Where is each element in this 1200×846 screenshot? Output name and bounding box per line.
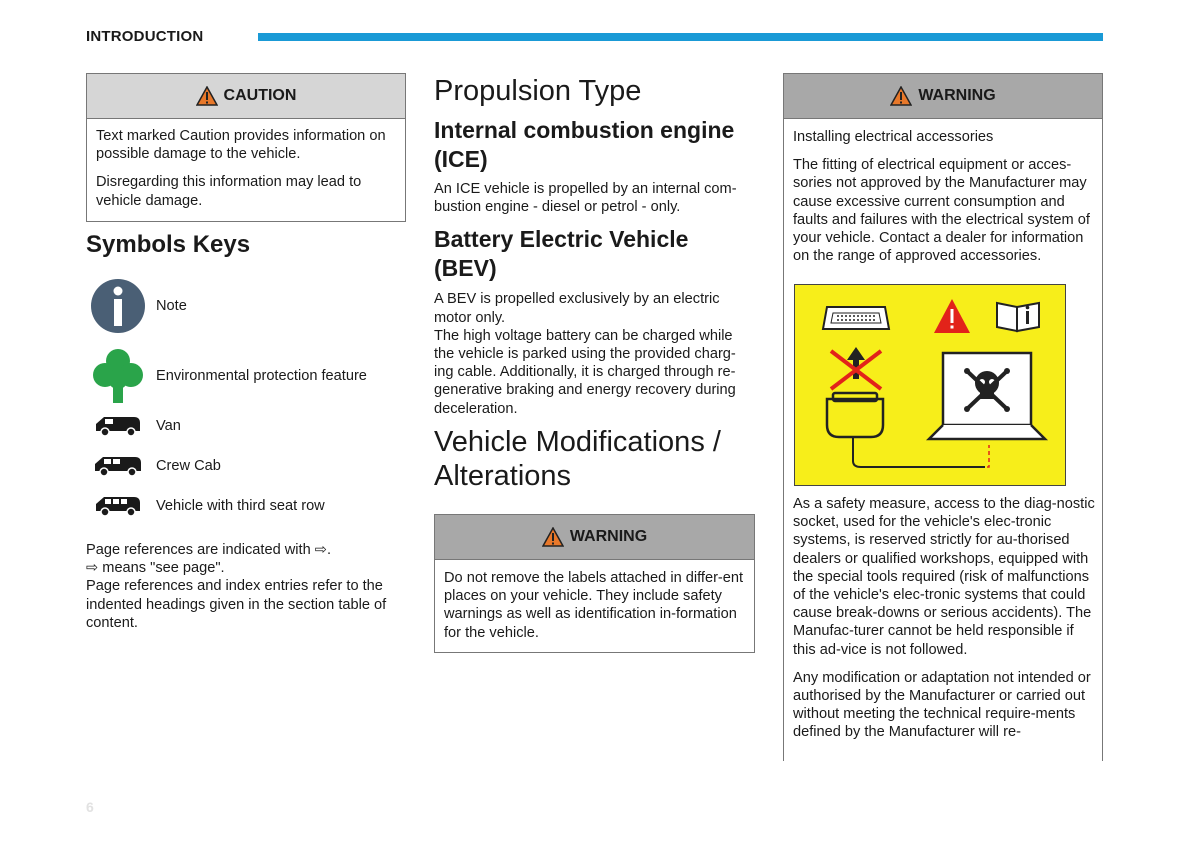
warning-heading: WARNING: [918, 87, 996, 104]
symbol-label: Van: [156, 418, 181, 434]
symbol-row-crew-cab: [86, 454, 221, 478]
environment-icon: [93, 347, 143, 405]
manual-book-icon: [997, 303, 1039, 331]
warning-header: [784, 73, 1102, 119]
modification-warning-box: [434, 514, 755, 653]
warning-header: [435, 515, 754, 560]
modifications-title: Vehicle Modifications / Alterations: [434, 425, 721, 492]
third-seat-row-icon: [94, 494, 142, 518]
symbol-row-note: [86, 278, 187, 334]
symbol-label: Crew Cab: [156, 458, 221, 474]
warning-triangle-icon: [196, 86, 218, 106]
caution-heading: CAUTION: [223, 87, 297, 104]
obd-connector-icon: [823, 307, 889, 329]
warning-text: Do not remove the labels attached in differ-ent places on your vehicle. They include safety warnings as well as identification in-formation for the vehicle.: [444, 570, 744, 641]
header-title: INTRODUCTION: [86, 28, 204, 45]
reference-line: Page references and index entries refer to the indented headings given in the section table of content.: [86, 578, 387, 631]
warning-heading: WARNING: [569, 528, 648, 545]
symbol-row-environment: [86, 347, 367, 405]
laptop-skull-icon: [929, 353, 1045, 467]
symbol-row-third-seat: [86, 494, 325, 518]
warning-text: The fitting of electrical equipment or acces-sories not approved by the Manufacturer may cause excessive current consumption and faults and failures with the electrical system of your vehicle. Contact a dealer for information on the range of approved accessories.: [793, 157, 1090, 265]
left-column: [86, 73, 406, 631]
diagnostic-paragraph: Any modification or adaptation not intended or authorised by the Manufacturer or carried out without meeting the technical require-ments defined by the Manufacturer will re-: [793, 669, 1091, 741]
symbol-row-van: [86, 414, 181, 438]
bev-text: A BEV is propelled exclusively by an electric motor only.: [434, 291, 720, 326]
caution-paragraph: Text marked Caution provides information on possible damage to the vehicle.: [96, 128, 386, 163]
info-icon: [90, 278, 146, 334]
symbol-label: Environmental protection feature: [156, 368, 367, 384]
danger-triangle-icon: [934, 299, 970, 333]
symbol-label: Vehicle with third seat row: [156, 498, 325, 514]
diagnostic-paragraph: As a safety measure, access to the diag-nostic socket, used for the vehicle's elec-tronic systems, is reserved strictly for au-thorised dealers or qualified workshops, equipped with the special tools required (risk of malfunctions of the vehicle's elec-tronic systems that could cause break-downs or serious accidents). The Manufac-turer cannot be held responsible if this ad-vice is not followed.: [793, 496, 1095, 658]
warning-triangle-icon: [542, 527, 564, 547]
crew-cab-icon: [93, 454, 143, 478]
header-accent-bar: [258, 33, 1103, 41]
middle-column: [434, 73, 755, 641]
ice-text: An ICE vehicle is propelled by an internal com-bustion engine - diesel or petrol - only.: [434, 181, 737, 216]
caution-header: [87, 74, 405, 119]
ice-heading: Internal combustion engine (ICE): [434, 117, 735, 172]
diagnostic-notes: [793, 495, 1095, 742]
bev-heading: Battery Electric Vehicle (BEV): [434, 226, 689, 282]
caution-paragraph: Disregarding this information may lead to vehicle damage.: [96, 174, 362, 209]
propulsion-title: Propulsion Type: [434, 75, 642, 107]
diagnostic-socket-illustration: [794, 284, 1066, 486]
warning-subtitle: Installing electrical accessories: [793, 129, 994, 145]
right-column: [783, 73, 1103, 761]
van-icon: [94, 414, 142, 438]
diagnostic-illustration-graphic: [795, 285, 1065, 485]
warning-triangle-icon: [890, 86, 912, 106]
page-number: 6: [86, 799, 94, 815]
symbol-label: Note: [156, 298, 187, 314]
reference-line: Page references are indicated with ⇨.: [86, 542, 332, 558]
bev-text: The high voltage battery can be charged while the vehicle is parked using the provided charg-ing cable. Additionally, it is charged through re-generative braking and energy recovery during deceleration.: [434, 327, 736, 417]
page-reference-notes: [86, 541, 406, 632]
reference-line: ⇨ means "see page".: [86, 560, 225, 577]
caution-box: [86, 73, 406, 222]
symbols-title: Symbols Keys: [86, 231, 251, 258]
